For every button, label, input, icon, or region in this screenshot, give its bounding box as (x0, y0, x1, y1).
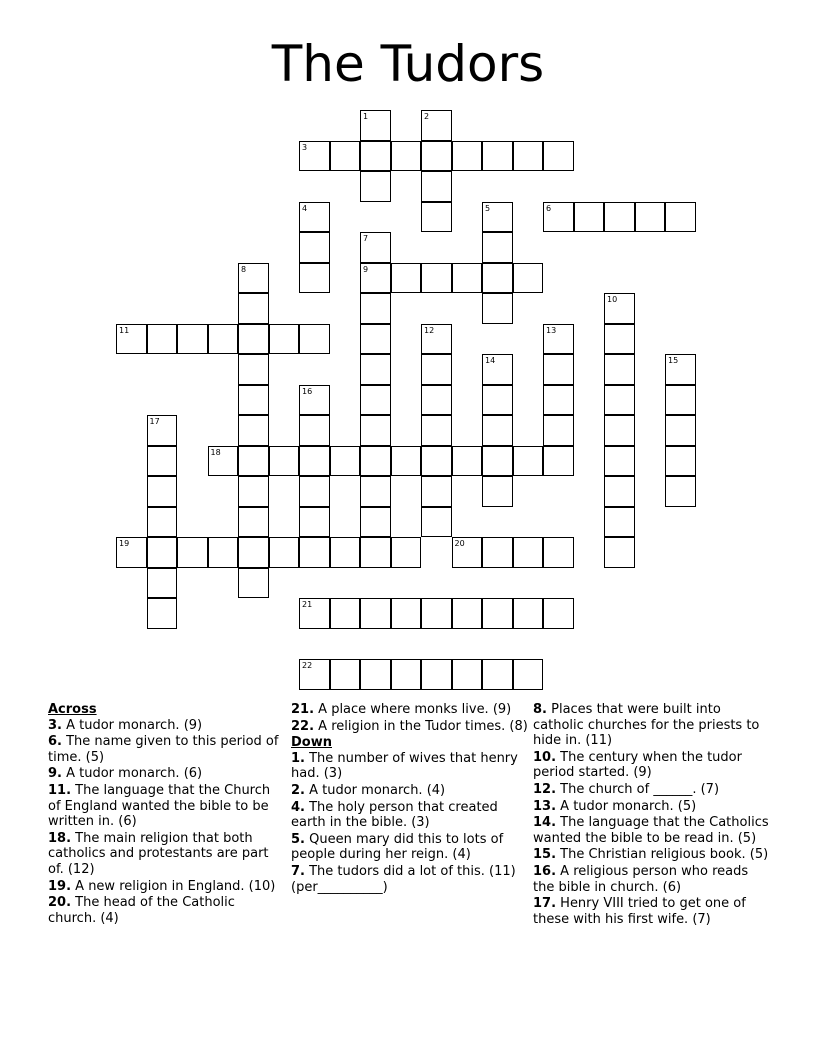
across-heading: Across (48, 702, 97, 717)
grid-cell[interactable] (269, 537, 300, 568)
clue-item-text: The language that the Church of England wanted the bible to be written in. (6) (48, 782, 271, 830)
across-clue-list (48, 718, 286, 927)
grid-cell[interactable] (360, 476, 391, 507)
grid-cell[interactable] (238, 354, 269, 385)
grid-cell[interactable] (299, 446, 330, 477)
clue-number: 3 (302, 142, 308, 152)
clue-item (533, 847, 771, 863)
grid-cell[interactable] (452, 598, 483, 629)
clue-number: 11 (119, 325, 130, 335)
grid-cell[interactable] (238, 568, 269, 599)
clue-item-text: The century when the tudor period started. (9) (533, 749, 742, 781)
clue-item (533, 864, 771, 895)
grid-cell[interactable] (604, 293, 635, 324)
clue-item-text: The Christian religious book. (5) (556, 847, 769, 863)
grid-cell[interactable] (360, 171, 391, 202)
grid-cell[interactable] (543, 537, 574, 568)
grid-cell[interactable] (147, 415, 178, 446)
grid-cell[interactable] (452, 659, 483, 690)
clue-item-number: 20. (48, 895, 72, 911)
grid-cell[interactable] (482, 659, 513, 690)
grid-cell[interactable] (360, 232, 391, 263)
grid-cell[interactable] (391, 598, 422, 629)
grid-cell[interactable] (543, 141, 574, 172)
clue-number: 22 (302, 661, 313, 670)
grid-cell[interactable] (299, 659, 330, 690)
clue-number: 15 (668, 356, 679, 365)
clue-item-number: 21. (291, 702, 315, 717)
grid-cell[interactable] (421, 324, 452, 355)
grid-cell[interactable] (421, 110, 452, 141)
grid-cell[interactable] (208, 537, 239, 568)
grid-cell[interactable] (238, 446, 269, 477)
clue-item-number: 6. (48, 734, 62, 750)
clue-item-text: A place where monks live. (9) (314, 702, 512, 717)
clue-number: 17 (149, 417, 160, 426)
clue-item-number: 10. (533, 749, 557, 765)
clue-item (533, 702, 771, 749)
grid-cell[interactable] (421, 354, 452, 385)
grid-cell[interactable] (299, 537, 330, 568)
grid-cell[interactable] (360, 659, 391, 690)
clue-item-text: A tudor monarch. (5) (556, 798, 697, 814)
grid-cell[interactable] (147, 507, 178, 538)
grid-cell[interactable] (482, 598, 513, 629)
clue-item-text: A new religion in England. (10) (71, 878, 276, 894)
grid-cell[interactable] (543, 446, 574, 477)
clue-item (48, 879, 286, 895)
grid-cell[interactable] (482, 446, 513, 477)
grid-cell[interactable] (360, 110, 391, 141)
clue-number: 2 (424, 112, 430, 121)
clue-item (533, 815, 771, 846)
grid-cell[interactable] (147, 568, 178, 599)
grid-cell[interactable] (513, 141, 544, 172)
grid-cell[interactable] (116, 324, 147, 355)
grid-cell[interactable] (147, 476, 178, 507)
grid-cell[interactable] (665, 385, 696, 416)
clue-item-number: 9. (48, 766, 62, 782)
grid-cell[interactable] (543, 202, 574, 233)
grid-cell[interactable] (604, 446, 635, 477)
grid-cell[interactable] (360, 415, 391, 446)
clue-item-text: The tudors did a lot of this. (11) (per__________) (291, 863, 516, 895)
grid-cell[interactable] (147, 446, 178, 477)
clue-item-number: 4. (291, 799, 305, 815)
clue-item (291, 719, 529, 735)
clue-item-text: The language that the Catholics wanted the bible to be read in. (5) (533, 815, 769, 846)
grid-cell[interactable] (482, 263, 513, 294)
clue-item-number: 18. (48, 830, 72, 846)
clue-number: 1 (363, 112, 369, 121)
grid-cell[interactable] (482, 476, 513, 507)
grid-cell[interactable] (635, 202, 666, 233)
grid-cell[interactable] (604, 324, 635, 355)
grid-cell[interactable] (238, 476, 269, 507)
grid-cell[interactable] (543, 415, 574, 446)
across-clue-list-continued (291, 702, 529, 734)
grid-cell[interactable] (604, 385, 635, 416)
grid-cell[interactable] (421, 476, 452, 507)
grid-cell[interactable] (299, 507, 330, 538)
grid-cell[interactable] (604, 476, 635, 507)
grid-cell[interactable] (330, 141, 361, 172)
grid-cell[interactable] (421, 446, 452, 477)
grid-cell[interactable] (665, 354, 696, 385)
grid-cell[interactable] (238, 415, 269, 446)
clue-number: 13 (546, 325, 557, 335)
clue-item-text: Henry VIII tried to get one of these with his first wife. (7) (533, 896, 746, 927)
clue-item-text: The head of the Catholic church. (4) (48, 895, 235, 926)
grid-cell[interactable] (238, 293, 269, 324)
grid-cell[interactable] (421, 415, 452, 446)
clue-item (48, 783, 286, 830)
clue-number: 6 (546, 203, 552, 213)
grid-cell[interactable] (391, 537, 422, 568)
grid-cell[interactable] (147, 598, 178, 629)
grid-cell[interactable] (391, 141, 422, 172)
grid-cell[interactable] (665, 202, 696, 233)
clue-item-text: Queen mary did this to lots of people during her reign. (4) (291, 831, 504, 863)
grid-cell[interactable] (604, 415, 635, 446)
grid-cell[interactable] (665, 415, 696, 446)
clue-item-number: 8. (533, 702, 547, 717)
grid-cell[interactable] (299, 324, 330, 355)
grid-cell[interactable] (421, 598, 452, 629)
grid-cell[interactable] (269, 446, 300, 477)
grid-cell[interactable] (421, 171, 452, 202)
grid-cell[interactable] (513, 537, 544, 568)
clues-column-3 (533, 702, 771, 928)
grid-cell[interactable] (177, 324, 208, 355)
grid-cell[interactable] (574, 202, 605, 233)
grid-cell[interactable] (391, 659, 422, 690)
clue-item-text: The church of ______. (7) (556, 781, 720, 797)
grid-cell[interactable] (391, 263, 422, 294)
grid-cell[interactable] (360, 293, 391, 324)
clue-item (48, 895, 286, 926)
clue-number: 9 (363, 264, 369, 274)
clue-item (291, 751, 529, 782)
grid-cell[interactable] (147, 324, 178, 355)
grid-cell[interactable] (238, 385, 269, 416)
clue-item-number: 2. (291, 782, 305, 798)
grid-cell[interactable] (482, 385, 513, 416)
clue-number: 4 (302, 203, 308, 213)
grid-cell[interactable] (421, 659, 452, 690)
grid-cell[interactable] (482, 232, 513, 263)
grid-cell[interactable] (330, 598, 361, 629)
clue-number: 14 (485, 356, 496, 365)
clue-item-text: The name given to this period of time. (5) (48, 734, 279, 765)
clue-item-number: 14. (533, 815, 557, 831)
clue-item-text: A religious person who reads the bible in church. (6) (533, 863, 749, 895)
clues-column-2 (291, 702, 529, 896)
clue-item (291, 702, 529, 718)
grid-cell[interactable] (299, 232, 330, 263)
grid-cell[interactable] (452, 141, 483, 172)
clue-item-number: 7. (291, 863, 305, 879)
clue-item-number: 12. (533, 781, 557, 797)
clue-item (291, 832, 529, 863)
grid-cell[interactable] (452, 446, 483, 477)
grid-cell[interactable] (360, 354, 391, 385)
grid-cell[interactable] (299, 141, 330, 172)
clue-number: 7 (363, 234, 369, 243)
clue-item-number: 3. (48, 717, 62, 733)
clue-item (533, 896, 771, 927)
grid-cell[interactable] (208, 324, 239, 355)
grid-cell[interactable] (238, 263, 269, 294)
grid-cell[interactable] (604, 537, 635, 568)
clue-number: 8 (241, 264, 247, 274)
grid-cell[interactable] (452, 537, 483, 568)
clue-item (533, 750, 771, 781)
grid-cell[interactable] (116, 537, 147, 568)
grid-cell[interactable] (513, 659, 544, 690)
clue-item (533, 782, 771, 798)
clue-number: 20 (454, 539, 465, 548)
grid-cell[interactable] (513, 598, 544, 629)
grid-cell[interactable] (421, 263, 452, 294)
grid-cell[interactable] (299, 476, 330, 507)
grid-cell[interactable] (360, 324, 391, 355)
grid-cell[interactable] (360, 598, 391, 629)
clue-item-text: A tudor monarch. (9) (61, 717, 203, 733)
grid-cell[interactable] (513, 263, 544, 294)
grid-cell[interactable] (604, 507, 635, 538)
clue-item-number: 15. (533, 847, 557, 863)
grid-cell[interactable] (360, 537, 391, 568)
clue-item (291, 800, 529, 831)
grid-cell[interactable] (543, 598, 574, 629)
clue-number: 10 (607, 295, 618, 304)
grid-cell[interactable] (482, 293, 513, 324)
clue-item-text: A tudor monarch. (6) (61, 766, 203, 782)
grid-cell[interactable] (360, 507, 391, 538)
grid-cell[interactable] (665, 446, 696, 477)
crossword-grid (117, 110, 679, 692)
grid-cell[interactable] (482, 537, 513, 568)
grid-cell[interactable] (238, 537, 269, 568)
grid-cell[interactable] (330, 537, 361, 568)
grid-cell[interactable] (360, 141, 391, 172)
grid-cell[interactable] (543, 324, 574, 355)
clue-item (48, 831, 286, 878)
grid-cell[interactable] (421, 141, 452, 172)
clue-item-number: 5. (291, 831, 305, 847)
grid-cell[interactable] (482, 202, 513, 233)
grid-cell[interactable] (330, 446, 361, 477)
clue-item (533, 799, 771, 815)
down-clue-list-continued (533, 702, 771, 927)
grid-cell[interactable] (543, 385, 574, 416)
grid-cell[interactable] (299, 415, 330, 446)
grid-cell[interactable] (177, 537, 208, 568)
grid-cell[interactable] (330, 659, 361, 690)
clue-item-text: A religion in the Tudor times. (8) (314, 718, 528, 734)
grid-cell[interactable] (147, 537, 178, 568)
clue-item-number: 22. (291, 718, 315, 734)
clue-item-number: 13. (533, 798, 557, 814)
clue-item (291, 783, 529, 799)
grid-cell[interactable] (391, 446, 422, 477)
grid-cell[interactable] (360, 263, 391, 294)
clue-number: 12 (424, 325, 435, 335)
grid-cell[interactable] (360, 385, 391, 416)
grid-cell[interactable] (452, 263, 483, 294)
clue-item (291, 864, 529, 895)
clue-item-number: 16. (533, 863, 557, 879)
grid-cell[interactable] (299, 598, 330, 629)
grid-cell[interactable] (604, 354, 635, 385)
clue-item-text: The number of wives that henry had. (3) (291, 750, 518, 782)
down-heading: Down (291, 735, 332, 751)
grid-cell[interactable] (421, 385, 452, 416)
grid-cell[interactable] (208, 446, 239, 477)
grid-cell[interactable] (299, 385, 330, 416)
grid-cell[interactable] (604, 202, 635, 233)
down-clue-list (291, 751, 529, 895)
grid-cell[interactable] (421, 507, 452, 538)
clue-item-number: 19. (48, 878, 72, 894)
grid-cell[interactable] (665, 476, 696, 507)
grid-cell[interactable] (238, 324, 269, 355)
clue-item-text: The holy person that created earth in the bible. (3) (291, 799, 498, 831)
clue-number: 18 (210, 447, 221, 457)
clue-number: 16 (302, 386, 313, 396)
clue-item-number: 1. (291, 750, 305, 766)
clue-item (48, 718, 286, 734)
clue-item (48, 734, 286, 765)
grid-cell[interactable] (299, 263, 330, 294)
grid-cell[interactable] (482, 141, 513, 172)
grid-cell[interactable] (421, 202, 452, 233)
clue-item-text: The main religion that both catholics and protestants are part of. (12) (48, 830, 269, 877)
grid-cell[interactable] (543, 354, 574, 385)
clue-item (48, 766, 286, 782)
clue-item-text: Places that were built into catholic churches for the priests to hide in. (11) (533, 702, 760, 749)
grid-cell[interactable] (513, 446, 544, 477)
page-title: The Tudors (271, 35, 545, 93)
clue-number: 5 (485, 203, 491, 213)
grid-cell[interactable] (482, 415, 513, 446)
grid-cell[interactable] (269, 324, 300, 355)
clue-number: 19 (119, 539, 130, 548)
clue-item-text: A tudor monarch. (4) (304, 782, 446, 798)
clues-column-1 (48, 702, 286, 927)
clue-item-number: 11. (48, 782, 72, 798)
clue-item-number: 17. (533, 896, 557, 912)
grid-cell[interactable] (238, 507, 269, 538)
grid-cell[interactable] (360, 446, 391, 477)
grid-cell[interactable] (482, 354, 513, 385)
clue-number: 21 (302, 600, 313, 609)
grid-cell[interactable] (299, 202, 330, 233)
